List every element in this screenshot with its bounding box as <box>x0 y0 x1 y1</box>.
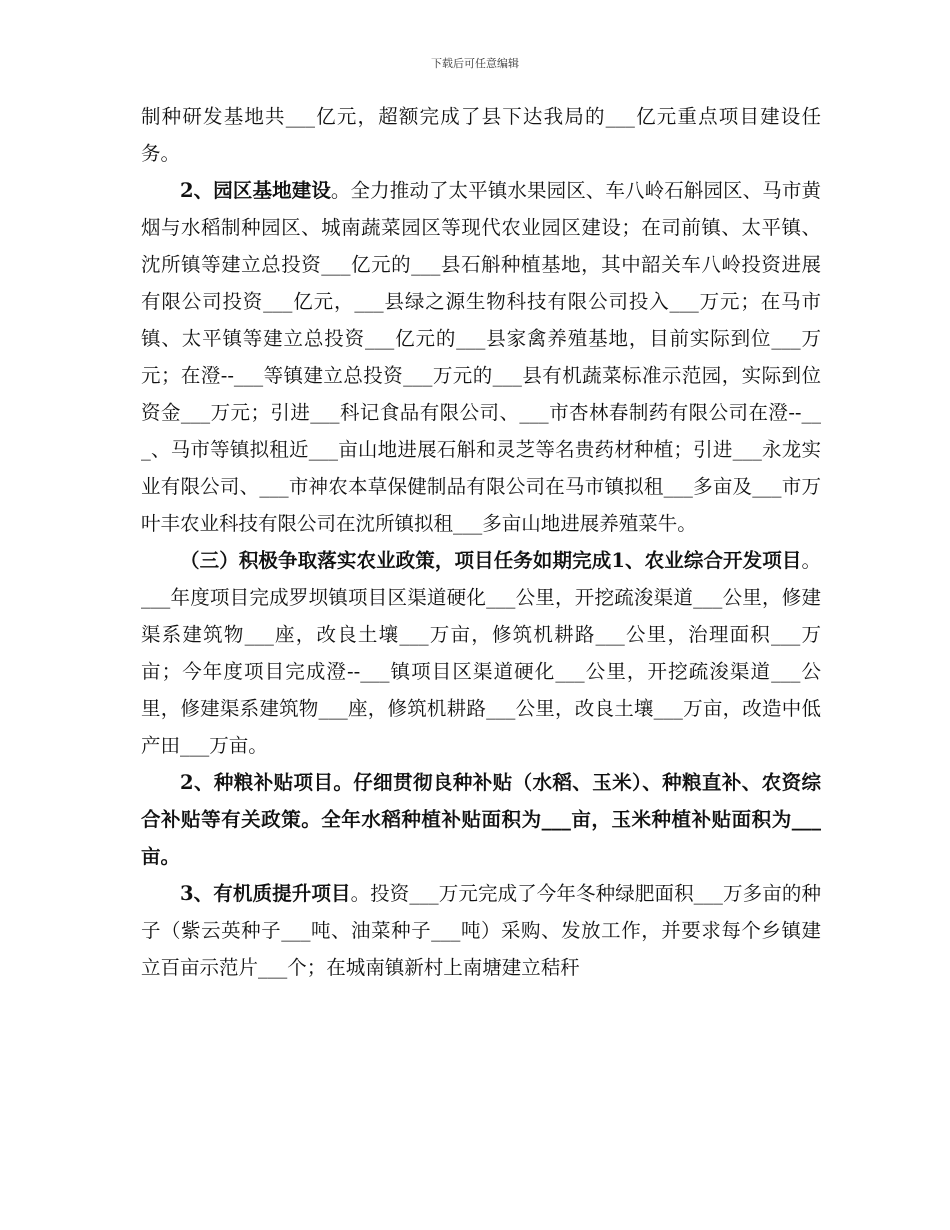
paragraph-2-text: 。全力推动了太平镇水果园区、车八岭石斛园区、马市黄烟与水稻制种园区、城南蔬菜园区等现代农业园区建设；在司前镇、太平镇、沈所镇等建立总投资___亿元的___县石斛种植基地，其中韶关车八岭投资进展有限公司投资___亿元，___县绿之源生物科技有限公司投入___万元；在马市镇、太平镇等建立总投资___亿元的___县家禽养殖基地，目前实际到位___万元；在澄--___等镇建立总投资___万元的___县有机蔬菜标准示范园，实际到位资金___万元；引进___科记食品有限公司、___市杏林春制药有限公司在澄--___、马市等镇拟租近___亩山地进展石斛和灵芝等名贵药材种植；引进___永龙实业有限公司、___市神农本草保健制品有限公司在马市镇拟租___多亩及___市万叶丰农业科技有限公司在沈所镇拟租___多亩山地进展养殖菜牛。 <box>141 179 821 535</box>
paragraph-1 <box>141 98 821 172</box>
paragraph-5-heading: 3、有机质提升项目 <box>180 882 351 905</box>
paragraph-2-heading: 2、园区基地建设 <box>180 179 331 202</box>
paragraph-5 <box>141 875 821 986</box>
page-header: 下载后可任意编辑 <box>431 57 519 70</box>
paragraph-4 <box>141 764 821 875</box>
paragraph-5-text: 。投资___万元完成了今年冬种绿肥面积___万多亩的种子（紫云英种子___吨、油菜种子___吨）采购、发放工作，并要求每个乡镇建立百亩示范片___个；在城南镇新村上南塘建立秸秆 <box>141 882 821 979</box>
paragraph-3 <box>141 542 821 764</box>
paragraph-4-text: 2、种粮补贴项目。仔细贯彻良种补贴（水稻、玉米）、种粮直补、农资综合补贴等有关政策。全年水稻种植补贴面积为___亩，玉米种植补贴面积为___亩。 <box>141 771 821 868</box>
document-body <box>141 98 821 986</box>
paragraph-3-heading: （三）积极争取落实农业政策，项目任务如期完成1、农业综合开发项目 <box>180 549 802 572</box>
paragraph-1-text: 制种研发基地共___亿元，超额完成了县下达我局的___亿元重点项目建设任务。 <box>141 105 821 165</box>
paragraph-2 <box>141 172 821 542</box>
paragraph-3-text: 。___年度项目完成罗坝镇项目区渠道硬化___公里，开挖疏浚渠道___公里，修建渠系建筑物___座，改良土壤___万亩，修筑机耕路___公里，治理面积___万亩；今年度项目完成澄--___镇项目区渠道硬化___公里，开挖疏浚渠道___公里，修建渠系建筑物___座，修筑机耕路___公里，改良土壤___万亩，改造中低产田___万亩。 <box>141 549 821 757</box>
